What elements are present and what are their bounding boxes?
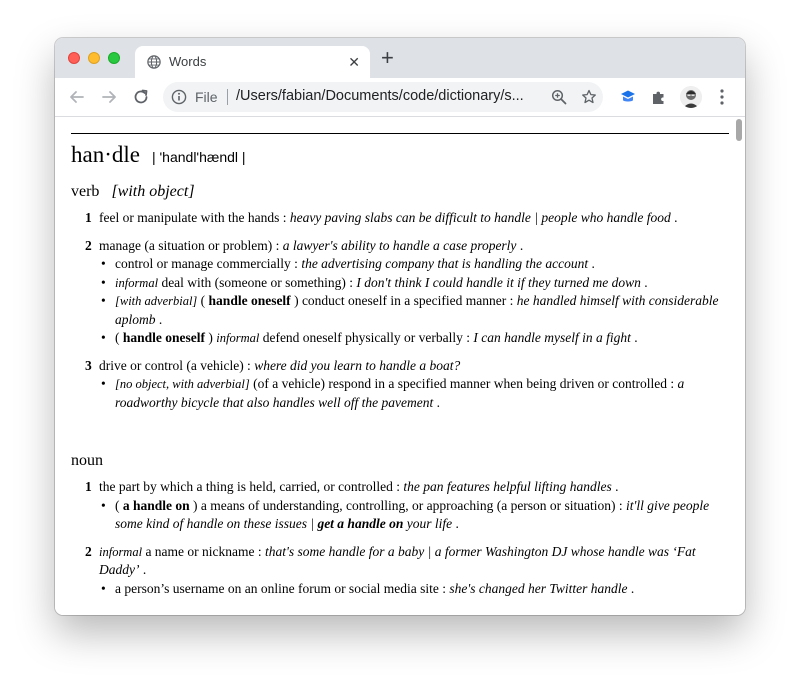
phrase-open: (: [115, 497, 120, 513]
definition: a means of understanding, controlling, or approaching (a person or situation) :: [200, 497, 623, 513]
phrase-close: ): [294, 293, 299, 308]
sense-item: 1 the part by which a thing is held, carried, or controlled : the pan features helpful lifting handles . • ( a handle on ) a means of understanding, controlling, or approaching (a person or situation) : it'll give people some kind of handle on these issues | get a handle on your life .: [71, 478, 729, 534]
address-url[interactable]: /Users/fabian/Documents/code/dictionary/s...: [236, 88, 524, 104]
page-viewport: [55, 117, 745, 615]
profile-avatar[interactable]: [680, 86, 702, 108]
headword-line: [71, 142, 729, 170]
example: he handled himself with considerable aplomb: [115, 293, 719, 327]
definition: defend oneself physically or verbally :: [262, 330, 471, 345]
scrollbar-thumb[interactable]: [736, 119, 742, 141]
window-minimize-button[interactable]: [88, 52, 100, 64]
grammar-note: [with adverbial]: [115, 294, 198, 308]
definition: a name or nickname :: [145, 543, 262, 559]
address-divider: [227, 89, 228, 105]
register-label: informal: [99, 544, 143, 559]
window-maximize-button[interactable]: [108, 52, 120, 64]
register-label: informal: [115, 275, 159, 290]
subsense-item: • informal deal with (someone or something) : I don't think I could handle it if they turned me down .: [99, 274, 729, 293]
info-icon[interactable]: [171, 89, 187, 105]
definition: control or manage commercially :: [115, 256, 298, 271]
sense-number: 2: [85, 543, 92, 559]
phrase: handle oneself: [122, 330, 206, 345]
subsense-item: • [with adverbial] ( handle oneself ) conduct oneself in a specified manner : he handled himself with considerable aplomb .: [99, 292, 729, 329]
example: the advertising company that is handling the account: [301, 256, 589, 271]
definition: (of a vehicle) respond in a specified manner when being driven or controlled :: [253, 376, 675, 391]
profile-avatar-icon: [680, 86, 702, 108]
subsense-item: • ( a handle on ) a means of understanding, controlling, or approaching (a person or situation) : it'll give people some kind of handle on these issues | get a handle on your life .: [99, 497, 729, 534]
back-arrow-icon[interactable]: [67, 87, 87, 107]
pos-label: verb: [71, 183, 100, 200]
reload-icon[interactable]: [131, 87, 151, 107]
example: heavy paving slabs can be difficult to handle | people who handle food: [289, 210, 671, 225]
pronunciation: | 'handl'hændl |: [151, 149, 246, 165]
subsense-item: • a person’s username on an online forum or social media site : she's changed her Twitter handle .: [99, 580, 729, 599]
example: where did you learn to handle a boat?: [254, 357, 461, 373]
phrase-close: ): [193, 497, 198, 513]
sense-number: 1: [85, 479, 92, 494]
sense-item: [71, 357, 729, 413]
address-scheme-label: File: [195, 89, 218, 105]
subsense-item: • ( handle oneself ) informal defend oneself physically or verbally : I can handle myself in a fight .: [99, 329, 729, 348]
toolbar: [55, 78, 745, 117]
sense-item: 2 manage (a situation or problem) : a lawyer's ability to handle a case properly . • control or manage commercially : the advertising company that is handling the account . • informal deal with (someone or something) : I don't think I could handle it if they turned me down . • [with adverbial] ( handle oneself ) conduct oneself in a specified manner : he handled himself with considerable aplomb . • ( handle oneself ) informal defend oneself physically or verbally : I can handle myself in a fight .: [71, 237, 729, 348]
subsense-list: [99, 497, 729, 534]
section-gap: [71, 421, 729, 439]
sense-item: 1 feel or manipulate with the hands : heavy paving slabs can be difficult to handle | people who handle food .: [71, 209, 729, 228]
bookmark-star-icon[interactable]: [581, 89, 597, 105]
example: it'll give people some kind of handle on these issues |: [115, 497, 710, 531]
example: that's some handle for a baby | a former Washington DJ whose handle was ‘Fat Daddy’: [99, 543, 696, 577]
phrase-open: (: [115, 330, 120, 345]
dictionary-entry: [71, 133, 729, 607]
sense-number: 2: [85, 237, 92, 253]
definition: conduct oneself in a specified manner :: [301, 293, 514, 308]
subsense-item: • control or manage commercially : the advertising company that is handling the account .: [99, 255, 729, 274]
pos-noun: [71, 452, 729, 470]
definition: manage (a situation or problem) :: [99, 237, 280, 253]
headword: han·dle: [71, 142, 140, 167]
definition: feel or manipulate with the hands :: [99, 210, 287, 225]
grammar-note: [with object]: [111, 183, 195, 200]
example: she's changed her Twitter handle: [449, 580, 628, 596]
example: a roadworthy bicycle that also handles well off the pavement: [115, 376, 685, 410]
tab-strip: [55, 38, 745, 78]
definition: a person’s username on an online forum or social media site :: [115, 580, 447, 596]
definition: deal with (someone or something) :: [161, 274, 354, 290]
sense-number: 3: [85, 357, 92, 373]
subsense-item: • [no object, with adverbial] (of a vehicle) respond in a specified manner when being driven or controlled : a roadworthy bicycle that also handles well off the pavement .: [99, 375, 729, 412]
example: the pan features helpful lifting handles: [403, 479, 612, 494]
entry-top-rule: [71, 133, 729, 134]
example: I can handle myself in a fight: [473, 330, 631, 345]
definition: the part by which a thing is held, carried, or controlled :: [99, 479, 401, 494]
subsense-list: [99, 580, 729, 599]
tab-title: Words: [169, 54, 207, 69]
tab-close-icon[interactable]: ✕: [348, 54, 360, 70]
register-label: informal: [216, 331, 260, 345]
zoom-icon[interactable]: [551, 89, 567, 105]
sense-item: 2 informal a name or nickname : that's some handle for a baby | a former Washington DJ whose handle was ‘Fat Daddy’ . • a person’s username on an online forum or social media site : she's changed her Twitter handle .: [71, 543, 729, 599]
more-menu-icon[interactable]: [719, 88, 725, 106]
extensions-puzzle-icon[interactable]: [650, 88, 668, 106]
phrase: a handle on: [122, 497, 190, 513]
subsense-list: [99, 375, 729, 412]
example: your life: [406, 516, 453, 531]
example-phrase: get a handle on: [317, 516, 404, 531]
new-tab-button[interactable]: +: [381, 45, 394, 70]
browser-window: [55, 38, 745, 615]
pos-label: noun: [71, 452, 103, 469]
phrase-close: ): [208, 330, 213, 345]
subsense-list: [99, 255, 729, 348]
window-close-button[interactable]: [68, 52, 80, 64]
tab-words[interactable]: [135, 46, 370, 78]
grammar-note: [no object, with adverbial]: [115, 377, 250, 391]
globe-icon: [147, 55, 161, 69]
example: a lawyer's ability to handle a case properly: [282, 237, 517, 253]
pos-verb: [71, 183, 729, 201]
definition: drive or control (a vehicle) :: [99, 357, 251, 373]
example: I don't think I could handle it if they turned me down: [356, 274, 641, 290]
forward-arrow-icon[interactable]: [99, 87, 119, 107]
sense-number: 1: [85, 210, 92, 225]
extension-shield-icon[interactable]: [619, 88, 637, 106]
address-bar[interactable]: [163, 82, 603, 112]
phrase-open: (: [200, 293, 206, 308]
phrase: handle oneself: [208, 293, 291, 308]
